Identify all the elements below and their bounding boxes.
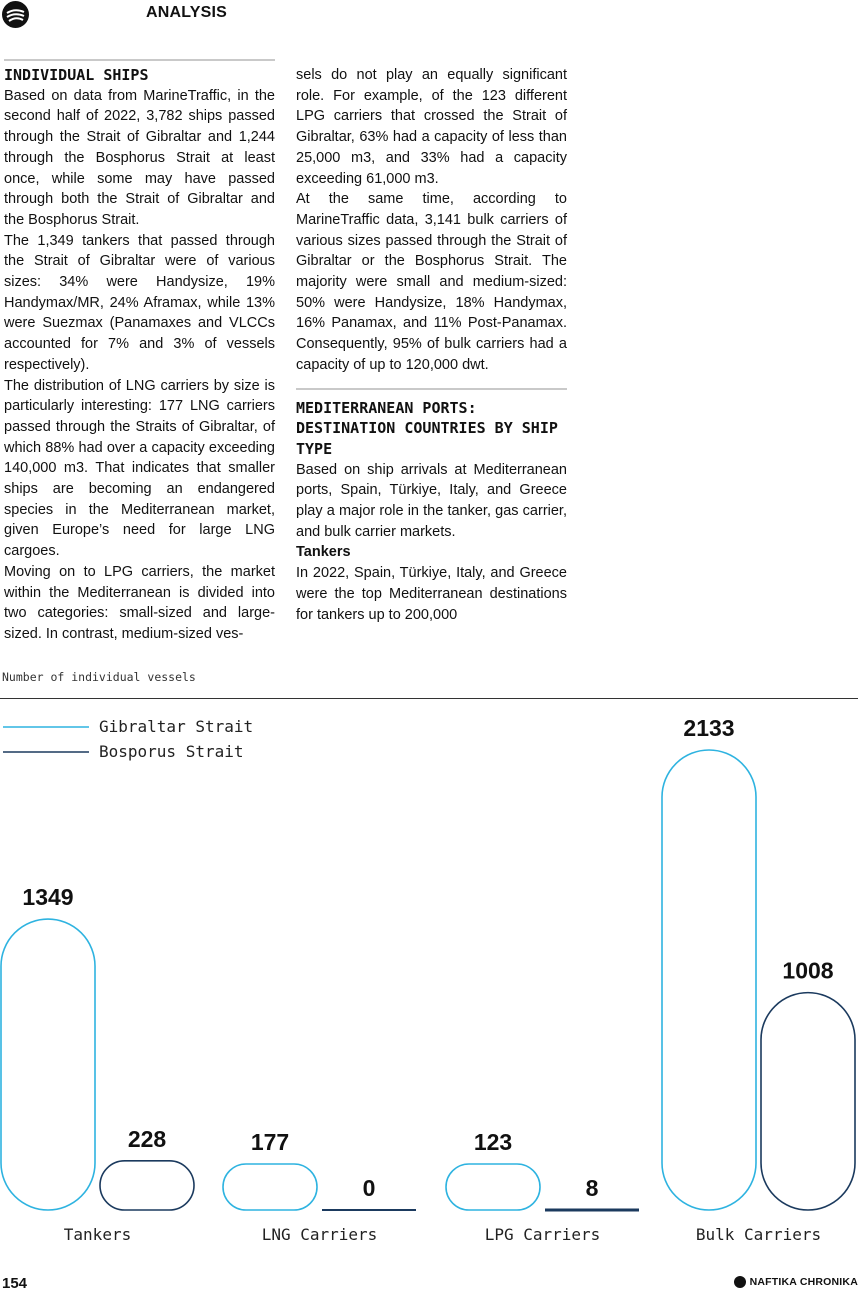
legend-label-gibraltar: Gibraltar Strait: [99, 717, 254, 736]
chart-title: Number of individual vessels: [2, 670, 196, 684]
value-label-lng-carriers-bosporus: 0: [362, 1175, 376, 1201]
category-label-tankers: Tankers: [63, 1225, 132, 1244]
paragraph: sels do not play an equally significant role. For example, of the 123 different LPG carriers that crossed the Strait of Gibraltar, 63% had a capacity of less than 25,000 m3, and 33% had a capacity exceeding 61,000 m3.: [296, 67, 567, 187]
section-label: ANALYSIS: [146, 4, 228, 21]
page-number: 154: [2, 1275, 28, 1292]
value-label-tankers-gibraltar: 1349: [22, 884, 74, 911]
legend-label-bosporus: Bosporus Strait: [99, 742, 244, 761]
category-label-lng-carriers: LNG Carriers: [261, 1225, 378, 1244]
brand-logo-icon: [734, 1276, 746, 1288]
subheading-tankers: Tankers: [296, 544, 351, 561]
paragraph: In 2022, Spain, Türkiye, Italy, and Greece were the top Mediterranean destinations for tankers up to 200,000: [296, 565, 567, 623]
value-label-lpg-carriers-gibraltar: 123: [473, 1129, 513, 1155]
bar-lpg-carriers-gibraltar: [446, 1164, 540, 1210]
paragraph: The distribution of LNG carriers by size is particularly interesting: 177 LNG carriers passed through the Straits of Gibraltar, of which 88% had over a capacity exceeding 140,000 m3. That indicates that smaller ships are becoming an endangered species in the Mediterranean market, given Europe’s need for large LNG cargoes.: [4, 377, 275, 560]
bar-lng-carriers-gibraltar: [223, 1164, 317, 1210]
section-divider: [4, 59, 275, 61]
wave-logo-icon: [2, 1, 29, 28]
brand-footer: [734, 1276, 858, 1288]
vessel-count-chart: [0, 700, 860, 1260]
chart-top-rule: [0, 698, 858, 699]
paragraph: At the same time, according to MarineTraffic data, 3,141 bulk carriers of various sizes passed through the Strait of Gibraltar or the Bosphorus Strait. The majority were small and medium-sized: 50% were Handysize, 18% Handymax, 16% Panamax, and 11% Post-Panamax. Consequently, 95% of bulk carriers had a capacity of up to 120,000 dwt.: [296, 191, 567, 373]
section-divider: [296, 388, 567, 390]
bar-tankers-bosporus: [100, 1161, 194, 1210]
value-label-lpg-carriers-bosporus: 8: [585, 1175, 599, 1201]
heading-mediterranean-ports: MEDITERRANEAN PORTS: DESTINATION COUNTRIES BY SHIP TYPE: [296, 398, 558, 458]
category-label-bulk-carriers: Bulk Carriers: [695, 1225, 822, 1244]
paragraph: Based on ship arrivals at Mediterranean ports, Spain, Türkiye, Italy, and Greece play a major role in the tanker, gas carrier, and bulk carrier markets.: [296, 461, 567, 540]
article-left-column: [4, 65, 275, 645]
article-right-column: [296, 65, 567, 625]
value-label-lng-carriers-gibraltar: 177: [250, 1129, 290, 1155]
value-label-bulk-carriers-bosporus: 1008: [782, 957, 834, 984]
heading-individual-ships: INDIVIDUAL SHIPS: [4, 66, 149, 84]
value-label-bulk-carriers-gibraltar: 2133: [683, 715, 735, 741]
bar-bulk-carriers-gibraltar: [662, 750, 756, 1210]
bar-tankers-gibraltar: [1, 919, 95, 1210]
paragraph: The 1,349 tankers that passed through the Strait of Gibraltar were of various sizes: 34% were Handysize, 19% Handymax/MR, 24% Aframax, while 13% were Suezmax (Panamaxes and VLCCs accounted for 7% and 3% of vessels respectively).: [4, 232, 275, 373]
paragraph: Moving on to LPG carriers, the market within the Mediterranean is divided into two categories: small-sized and large-sized. In contrast, medium-sized ves-: [4, 563, 275, 642]
bar-bulk-carriers-bosporus: [761, 993, 855, 1210]
category-label-lpg-carriers: LPG Carriers: [484, 1225, 601, 1244]
paragraph: Based on data from MarineTraffic, in the second half of 2022, 3,782 ships passed through the Strait of Gibraltar and 1,244 through the Bosphorus Strait at least once, while some may have passed through both the Strait of Gibraltar and the Bosphorus Strait.: [4, 87, 275, 228]
value-label-tankers-bosporus: 228: [127, 1125, 167, 1152]
brand-name: NAFTIKA CHRONIKA: [749, 1276, 858, 1288]
